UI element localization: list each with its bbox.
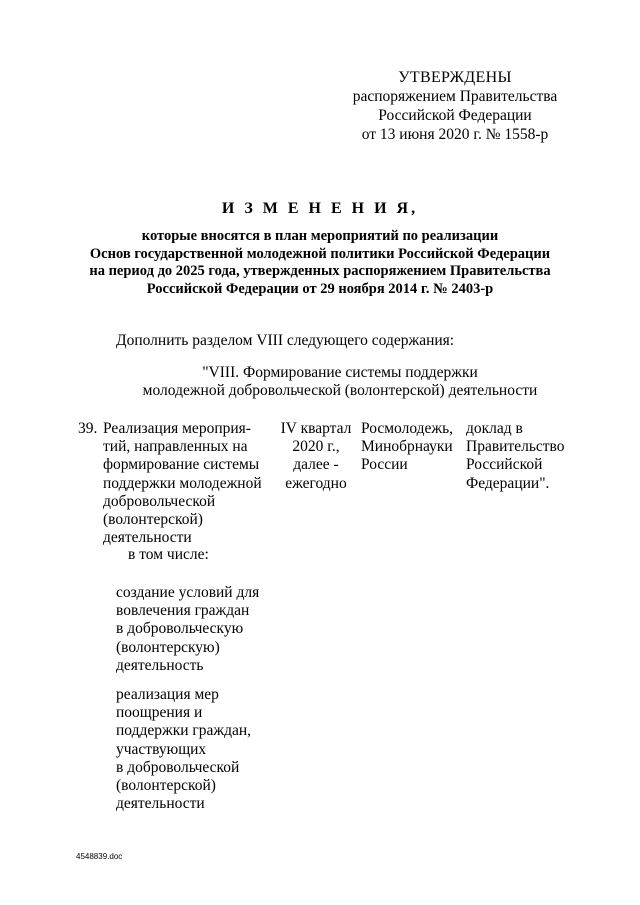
approval-heading: УТВЕРЖДЕНЫ — [398, 69, 512, 86]
footer-filename: 4548839.doc — [76, 852, 123, 861]
row-measure-name — [103, 420, 278, 547]
sub-item-line: реализация мер — [116, 686, 219, 703]
sub-item-line: вовлечения граждан — [116, 602, 250, 620]
approval-block — [340, 68, 570, 144]
sub-item-line: участвующих — [116, 740, 207, 758]
measure-line: тий, направленных на — [103, 438, 248, 456]
title-line-4: Российской Федерации от 29 ноября 2014 г. № 2403-р — [146, 280, 494, 297]
result-line: Правительство — [466, 438, 565, 456]
sub-item-2 — [116, 686, 286, 813]
title-line-3: на период до 2025 года, утвержденных распоряжением Правительства — [89, 263, 551, 279]
term-line: далее - — [293, 456, 339, 474]
sub-item-line: поддержки граждан, — [116, 722, 252, 740]
sub-item-line: поощрения и — [116, 704, 203, 722]
including-label: в том числе: — [128, 546, 209, 563]
measure-line: Реализация мероприя- — [103, 420, 251, 437]
result-line: Федерации". — [466, 474, 550, 492]
measure-line: поддержки молодежной — [103, 474, 262, 492]
title-heading: И З М Е Н Е Н И Я, — [221, 200, 419, 217]
responsible-line: Росмолодежь, — [361, 420, 454, 437]
sub-item-line: в добровольческую — [116, 620, 244, 638]
section-heading — [80, 364, 600, 400]
title-line-2: Основ государственной молодежной политики Российской Федерации — [89, 245, 551, 262]
result-line: Российской — [466, 456, 543, 474]
measure-line: деятельности — [103, 529, 192, 547]
approval-line-3: от 13 июня 2020 г. № 1558-р — [361, 126, 549, 143]
measure-line: добровольческой — [103, 492, 216, 510]
term-line: 2020 г., — [292, 438, 340, 456]
sub-item-line: в добровольческой — [116, 758, 240, 776]
sub-item-line: деятельности — [116, 795, 205, 813]
sub-item-line: (волонтерской) — [116, 777, 216, 795]
measure-line: (волонтерской) — [103, 511, 203, 529]
section-line-2: молодежной добровольческой (волонтерской) деятельности — [142, 382, 538, 399]
row-responsible — [361, 420, 456, 475]
sub-item-1 — [116, 584, 286, 675]
document-title — [40, 200, 600, 298]
row-number: 39. — [78, 420, 98, 437]
title-subtitle — [40, 228, 600, 298]
row-result — [466, 420, 586, 493]
term-line: ежегодно — [285, 474, 347, 492]
sub-item-line: создание условий для — [116, 584, 260, 601]
responsible-line: Минобрнауки — [361, 438, 453, 456]
responsible-line: России — [361, 456, 408, 474]
measure-line: формирование системы — [103, 456, 260, 474]
sub-item-line: (волонтерскую) — [116, 638, 220, 656]
title-line-1: которые вносятся в план мероприятий по реализации — [141, 228, 499, 244]
result-line: доклад в — [466, 420, 523, 437]
approval-line-1: распоряжением Правительства — [352, 88, 558, 105]
section-line-1: "VIII. Формирование системы поддержки — [202, 364, 478, 381]
approval-line-2: Российской Федерации — [378, 107, 532, 124]
row-term — [279, 420, 353, 493]
sub-item-line: деятельность — [116, 656, 204, 674]
intro-paragraph: Дополнить разделом VIII следующего содержания: — [116, 332, 455, 349]
term-line: IV квартал — [280, 420, 352, 437]
